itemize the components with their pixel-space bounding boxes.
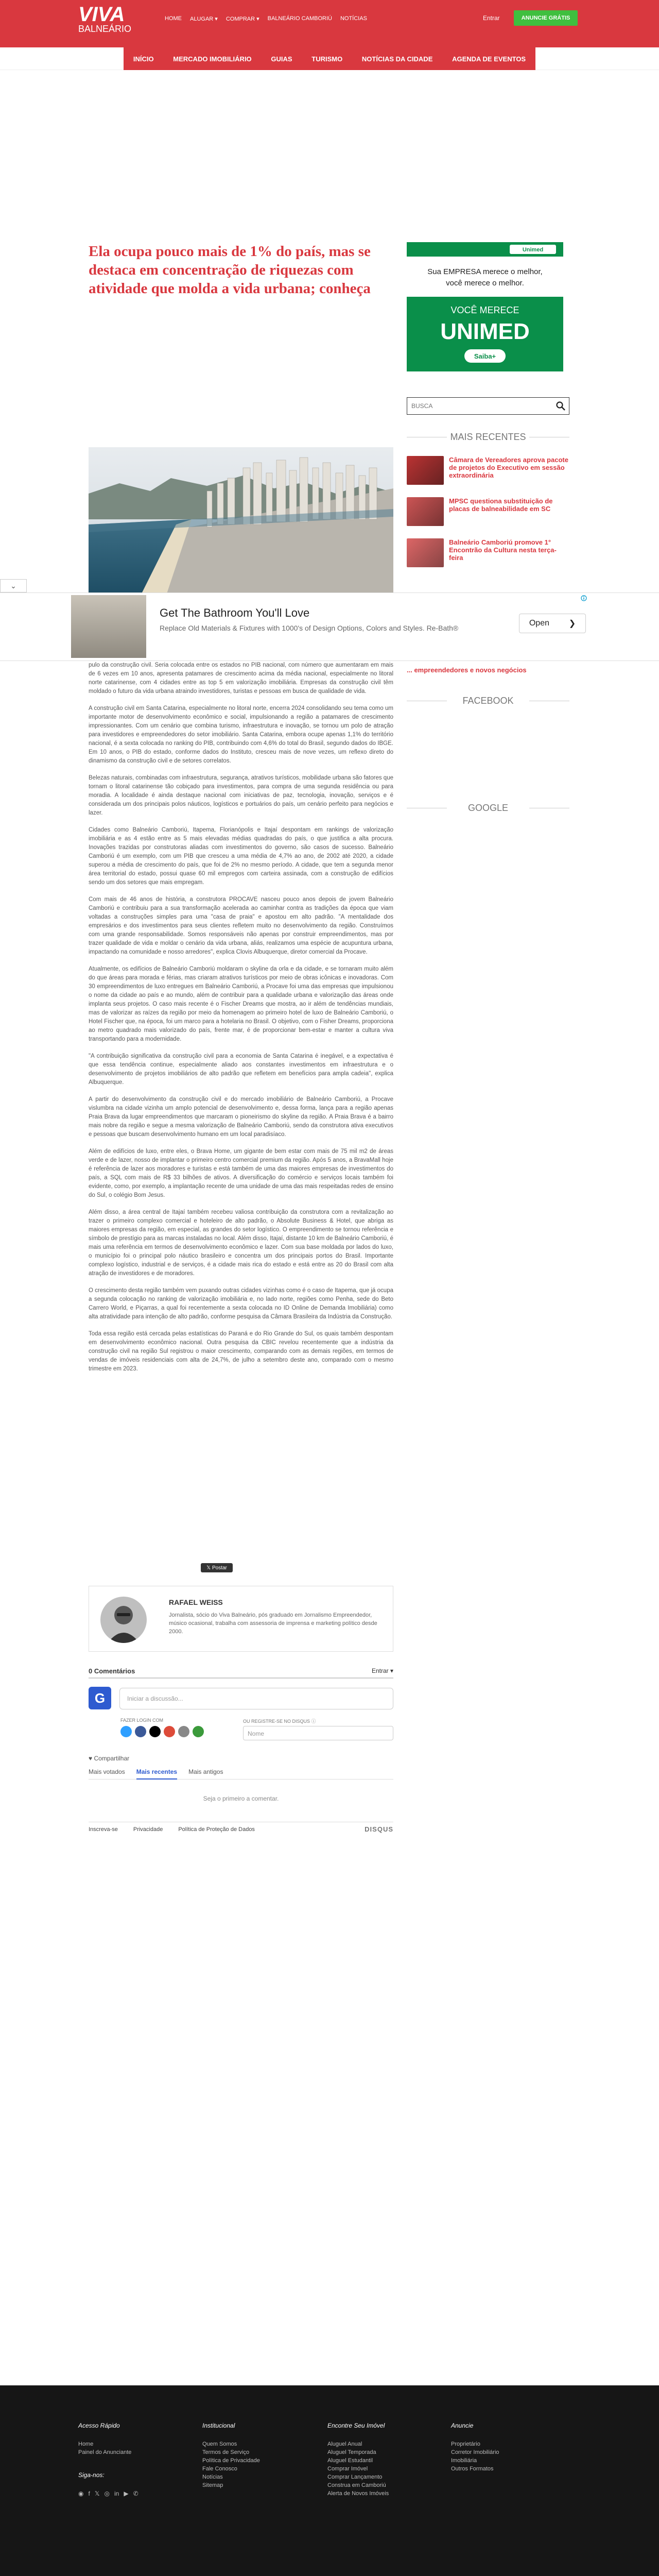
ad-line-4: UNIMED [440,319,530,344]
footer-link[interactable]: Outros Formatos [451,2466,494,2472]
ad-open-button[interactable] [519,614,586,633]
linkedin-icon[interactable]: in [114,2490,119,2497]
recent-item[interactable] [407,497,569,526]
ad-choices-icon[interactable] [581,595,587,601]
name-input[interactable]: Nome [243,1726,393,1740]
comments-count: 0 Comentários [89,1667,135,1675]
footer-col-advertise [451,2421,499,2473]
facebook-login-icon[interactable] [135,1726,146,1737]
article-body [89,661,393,1382]
login-with-label: FAZER LOGIN COM [120,1718,164,1723]
footer-link[interactable]: Proprietário [451,2441,480,2447]
nav-comprar[interactable]: COMPRAR ▾ [226,16,259,22]
main-nav-inicio[interactable]: INÍCIO [133,55,154,63]
recent-item[interactable] [407,456,569,485]
ad-line-1: Sua EMPRESA merece o melhor, [427,267,543,276]
ad-brand-small: Unimed [522,247,544,253]
footer-link[interactable]: Imobiliária [451,2458,477,2464]
social-login-buttons [120,1726,204,1737]
privacy-link[interactable]: Privacidade [133,1826,163,1833]
footer-link[interactable]: Sitemap [202,2482,223,2488]
disqus-logo[interactable]: DISQUS [365,1825,393,1833]
footer-col-find [327,2421,389,2498]
search-input[interactable] [407,398,551,414]
article-paragraph: Além de edifícios de luxo, entre eles, o Brava Home, um gigante de bem estar com mais de 75 mil m2 de áreas verde e de lazer, nosso de implantar o primeiro centro comercial premium da região. Após 5 anos, a BravaMall hoje é referência de lazer aos moradores e turistas e está também de uma das maiores empresas de investimentos do país, a SQL com mais de R$ 33 bilhões de ativos. A diversificação do comércio e serviços locais também foi evidente, como, por exemplo, a implantação recente de uma unidade de uma das mais respeitadas redes de ensino do Sul, o colégio Bom Jesus. [89,1148,393,1198]
comment-input[interactable]: Iniciar a discussão... [119,1688,393,1709]
footer-col-institutional [202,2421,260,2489]
subscribe-link[interactable]: Inscreva-se [89,1826,118,1833]
article-paragraph: Toda essa região está cercada pelas estatísticas do Paraná e do Rio Grande do Sul, os quais também despontam em desenvolvimento econômico nacional. Outra pesquisa da CBIC revelou recentemente que a indústria da construção civil na região Sul registrou o maior crescimento, comparando com as demais regiões, em termos de vendas de imóveis residenciais com alta de 24,7%, de julho a setembro deste ano, comparado com o mesmo trimestre em 2023. [89,1331,393,1372]
city-skyline-image [89,447,393,597]
instagram-icon[interactable]: ◎ [104,2490,110,2497]
register-label: OU REGISTRE-SE NO DISQUS ⓘ [243,1719,316,1724]
footer-link[interactable]: Comprar Imóvel [327,2466,368,2472]
recent-title[interactable]: ... empreendedores e novos negócios [407,666,527,674]
footer-link[interactable]: Construa em Camboriú [327,2482,386,2488]
youtube-icon[interactable]: ▶ [124,2490,129,2497]
sort-oldest[interactable]: Mais antigos [188,1768,223,1775]
recent-heading: MAIS RECENTES [407,431,569,443]
article-paragraph: Atualmente, os edifícios de Balneário Camboriú moldaram o skyline da orla e da cidade, e se tornaram muito além do que áreas para morada e férias, mas criaram atrativos turísticos por meio de obras icônicas e inovadoras. Com 30 empreendimentos de luxo entregues em Balneário Camboriú, a Procave foi uma das empresas que impulsionou o nome da cidade ao país e ao mundo, além de contribuir para a qualidade urbana e valorização das áreas onde implanta seus projetos. O caso mais recente é o Fischer Dreams que mostra, ao ir além de tendências mundiais, mas de valorizar as raízes da região por meio da homenagem ao primeiro hotel de luxo de Balneário Camboriú, o Hotel Fischer que, na época, foi um marco para a hotelaria no Brasil. O objetivo, com o Fisher Dreams, proporciona ao metro quadrado mais valorizado do país, frente mar, é de proporcionar bem-estar e manter a cultura viva transportando para a modernidade. [89,966,393,1042]
collapse-ad-button[interactable] [0,579,27,592]
chevron-down-icon: ⌄ [10,581,16,590]
main-nav-agenda[interactable]: AGENDA DE EVENTOS [452,55,526,63]
main-nav-turismo[interactable]: TURISMO [311,55,343,63]
advertise-button[interactable]: ANUNCIE GRÁTIS [514,10,578,26]
facebook-heading: FACEBOOK [407,694,569,707]
data-policy-link[interactable]: Política de Proteção de Dados [178,1826,255,1833]
chevron-right-icon: ❯ [568,619,576,628]
footer-link[interactable]: Aluguel Temporada [327,2449,376,2455]
main-nav-noticias-cidade[interactable]: NOTÍCIAS DA CIDADE [361,55,433,63]
recent-title[interactable]: Balneário Camboriú promove 1° Encontrão da Cultura nesta terça-feira [449,538,557,562]
article-headline: Ela ocupa pouco mais de 1% do país, mas se destaca em concentração de riquezas com atividade que molda a vida urbana; conheça [89,243,371,297]
site-logo[interactable] [78,4,131,34]
footer-link[interactable]: Fale Conosco [202,2466,237,2472]
author-name[interactable]: RAFAEL WEISS [169,1598,223,1606]
top-header [0,0,659,47]
empty-comments: Seja o primeiro a comentar. [203,1795,279,1802]
facebook-icon[interactable]: f [88,2490,90,2497]
article-paragraph: Belezas naturais, combinadas com infraestrutura, segurança, atrativos turísticos, mobilidade urbana são fatores que tornam o litoral catarinense tão cobiçado para investimentos, para compra de uma segunda residência ou para moradia. A localidade é ainda destaque nacional com iniciativas de paz, tecnologia, inovação, serviços e é considerada um dos principais polos náuticos, logísticos e portuários do país, um cenário perfeito para negócios e lazer. [89,775,393,816]
footer-link[interactable]: Painel do Anunciante [78,2449,132,2455]
footer-heading: Institucional [202,2422,235,2429]
article-paragraph: A construção civil em Santa Catarina, especialmente no litoral norte, encerra 2024 consolidando seu tema como um importante motor de desenvolvimento econômico e social, impulsionando a região a patamares de crescimento impressionantes. Com um cenário que combina turismo, infraestrutura e inovação, se tornou um polo de atração para investidores e empreendedores do setor imobiliário. Santa Catarina, embora ocupe apenas 1,1% do território nacional, é a sexta colocada no ranking do PIB, contribuindo com 4,6% do total do Brasil, segundo dados do IBGE. Em 10 anos, o PIB do estado, conforme dados do Instituto, cresceu mais de nove vezes, um reflexo direto do dinamismo da construção civil e de setores correlatos. [89,705,393,764]
article-paragraph: O crescimento desta região também vem puxando outras cidades vizinhas como é o caso de Itapema, que já ocupa a segunda colocação no ranking de valorização imobiliária e, no lado norte, regiões como Penha, sede do Beto Carrero World, e Piçarras, a qual foi recentemente a sexta colocada no ID Online de Demanda Imobiliária) como alta atratividade para intenção de alto padrão, conforme pesquisa da Câmara Brasileira da Indústria da Construção. [89,1287,393,1320]
disqus-login-icon[interactable] [120,1726,132,1737]
article-paragraph: Além disso, a área central de Itajaí também recebeu valiosa contribuição da construtora com a revitalização ao trazer o primeiro complexo comercial e hoteleiro de alto padrão, o Absolute Business & Hotel, que abriga as maiores empresas da região, em especial, as grandes do setor logístico. O empreendimento se tornou referência e símbolo de prestígio para as marcas instaladas no local. Além disso, Itajaí, distante 10 km de Balneário Camboriú, é mais uma referência em termos de desenvolvimento econômico e lazer. Com sua base moldada por lados do luxo, o município foi o principal polo náutico brasileiro e concentra um dos principais portos do Brasil. Importante complexo logístico, industrial e de serviços, é a cidade mais rica do estado e está entre as 20 do Brasil com alta atração de investidores e de moradores. [89,1209,393,1277]
ad-description: Replace Old Materials & Fixtures with 1000's of Design Options, Colors and Styles. Re-Bath® [160,624,459,632]
user-avatar: G [89,1687,111,1709]
sidebar-ad[interactable] [407,242,563,371]
google-heading: GOOGLE [407,802,569,814]
main-nav-guias[interactable]: GUIAS [271,55,292,63]
article-paragraph: A partir do desenvolvimento da construção civil e do mercado imobiliário de Balneário Camboriú, a Procave vislumbra na cidade vizinha um amplo potencial de desenvolvimento e, dessa forma, lança para a região apenas Praia Brava da lugar empreendimentos que marcaram o pioneirismo do skyline da região. A Praia Brava é a bairro mais nobre da região e segue a mesma valorização de Balneário Camboriú, sendo da construtora ativa executivos e pessoas que buscam desenvolvimento humano em um local paradisíaco. [89,1096,393,1138]
share-x-button[interactable]: 𝕏 Postar [201,1563,233,1572]
nav-alugar[interactable]: ALUGAR ▾ [190,16,218,22]
footer-heading: Acesso Rápido [78,2422,120,2429]
share-button[interactable]: ♥ Compartilhar [89,1755,130,1762]
main-nav [0,47,659,70]
article-paragraph: Com mais de 46 anos de história, a construtora PROCAVE nasceu pouco anos depois de jovem Balneário Camboriú e contribuiu para a sua transformação acelerada ao caminhar contra as tradições da época que viam voltadas a construções simples para uma "casa de praia" e apostou em alto padrão. "A mentalidade dos empresários e dos investimentos para seus clientes refletem muito no desenvolvimento da região. Construímos com uma grande responsabilidade. Somos responsáveis não apenas por construir empreendimentos, mas por trazer qualidade de vida e moldar o cenário da vida urbana, aliás, realizamos uma espécie de acupuntura urbana, impactando na comunidade e nosso arredores", explica Clovis Albuquerque, diretor comercial da Procave. [89,896,393,955]
footer-link[interactable]: Aluguel Estudantil [327,2458,373,2464]
whatsapp-icon[interactable]: ✆ [133,2490,138,2497]
ad-cta: Saiba+ [474,352,496,360]
author-bio: Jornalista, sócio do Viva Balneário, pós graduado em Jornalismo Empreendedor, músico ocasional, trabalha com assessoria de imprensa e marketing político desde 2000. [169,1612,377,1635]
site-footer [0,2385,659,2576]
footer-link[interactable]: Quem Somos [202,2441,237,2447]
nav-home[interactable]: HOME [165,15,182,22]
footer-link[interactable]: Home [78,2441,94,2447]
social-icons [78,2489,138,2498]
search-box [407,397,569,415]
author-box [89,1586,393,1652]
footer-heading: Anuncie [451,2422,474,2429]
recent-thumb [407,538,444,567]
disqus-login[interactable]: Entrar ▾ [371,1667,393,1674]
sort-tabs [89,1768,393,1780]
sort-newest[interactable]: Mais recentes [136,1768,177,1780]
ad-line-3: VOCÊ MERECE [450,305,519,315]
footer-col-quick [78,2421,138,2498]
recent-title[interactable]: Câmara de Vereadores aprova pacote de projetos do Executivo em sessão extraordinária [449,456,568,479]
footer-heading: Encontre Seu Imóvel [327,2422,385,2429]
recent-item[interactable] [407,538,569,567]
ad-title[interactable]: Get The Bathroom You'll Love [160,606,310,619]
article-hero-image [89,447,393,597]
footer-link[interactable]: Aluguel Anual [327,2441,362,2447]
recent-thumb [407,497,444,526]
unimed-ad-graphic [407,242,563,371]
recent-thumb [407,456,444,485]
author-photo [100,1597,147,1643]
nav-balneario[interactable]: BALNEÁRIO CAMBORIÚ [267,15,332,22]
x-icon[interactable]: 𝕏 [94,2490,100,2497]
sort-best[interactable]: Mais votados [89,1768,125,1775]
top-nav [165,15,367,22]
ad-bathroom-image [71,595,146,658]
logo-bottom: BALNEÁRIO [78,24,132,34]
footer-link[interactable]: Termos de Serviço [202,2449,250,2455]
footer-heading: Siga-nos: [78,2471,105,2479]
google-login-icon[interactable] [164,1726,175,1737]
footer-link[interactable]: Notícias [202,2474,223,2480]
footer-link[interactable]: Política de Privacidade [202,2458,260,2464]
recent-title[interactable]: MPSC questiona substituição de placas de balneabilidade em SC [449,497,553,513]
nav-noticias[interactable]: NOTÍCIAS [340,15,367,22]
main-nav-mercado[interactable]: MERCADO IMOBILIÁRIO [173,55,252,63]
rss-icon[interactable]: ◉ [78,2490,84,2497]
recent-item[interactable] [407,661,569,676]
search-icon[interactable] [556,401,566,411]
ad-open-label: Open [529,619,549,628]
footer-link[interactable]: Comprar Lançamento [327,2474,383,2480]
article-paragraph: pulo da construção civil. Seria colocada entre os estados no PIB nacional, com número que aumentaram em mais de 6 vezes em 10 anos, apresenta patamares de crescimento acima da média nacional, especialmente no litoral norte catarinense, com 4 cidades entre as top 5 em valorização imobiliária. Empresas da construção civil têm moldado o futuro da vida urbana atraindo investidores, turistas e pessoas em busca de qualidade de vida. [89,662,393,694]
login-link[interactable]: Entrar [483,14,500,22]
footer-link[interactable]: Corretor Imobiliário [451,2449,499,2455]
footer-link[interactable]: Alerta de Novos Imóveis [327,2490,389,2497]
x-login-icon[interactable] [149,1726,161,1737]
logo-top: VIVA [78,3,125,26]
apple-login-icon[interactable] [193,1726,204,1737]
ad-line-2: você merece o melhor. [446,279,524,287]
main-nav-bar [124,47,535,70]
article-paragraph: Cidades como Balneário Camboriú, Itapema, Florianópolis e Itajaí despontam em rankings de valorização imobiliária e as 4 estão entre as 5 mais elevadas médias quadradas do país, o que justifica a alta procura. Inovações trazidas por construtoras aliadas com investimentos do governo, são casos de sucesso. Balneário Camboriú é um exemplo, com um PIB que cresceu a uma média de 4,7% ao ano, de 2002 até 2020, a cidade superou a média de crescimento do país, que foi de 2% no mesmo período. A cidade, que tem a segunda menor área territorial do estado, possui quase 60 mil empregos com carteira assinada, com a construção de edifícios sendo um dos setores que mais empregam. [89,827,393,886]
article-paragraph: "A contribuição significativa da construção civil para a economia de Santa Catarina é inegável, e a expectativa é que essa tendência continue, especialmente aliado aos constantes investimentos em infraestrutura e o desenvolvimento de projetos imobiliários de alto padrão que refletem em benefícios para ampla cadeia", explica Albuquerque. [89,1053,393,1086]
bottom-ad-banner[interactable] [0,592,659,661]
disqus-footer [89,1822,393,1833]
microsoft-login-icon[interactable] [178,1726,189,1737]
